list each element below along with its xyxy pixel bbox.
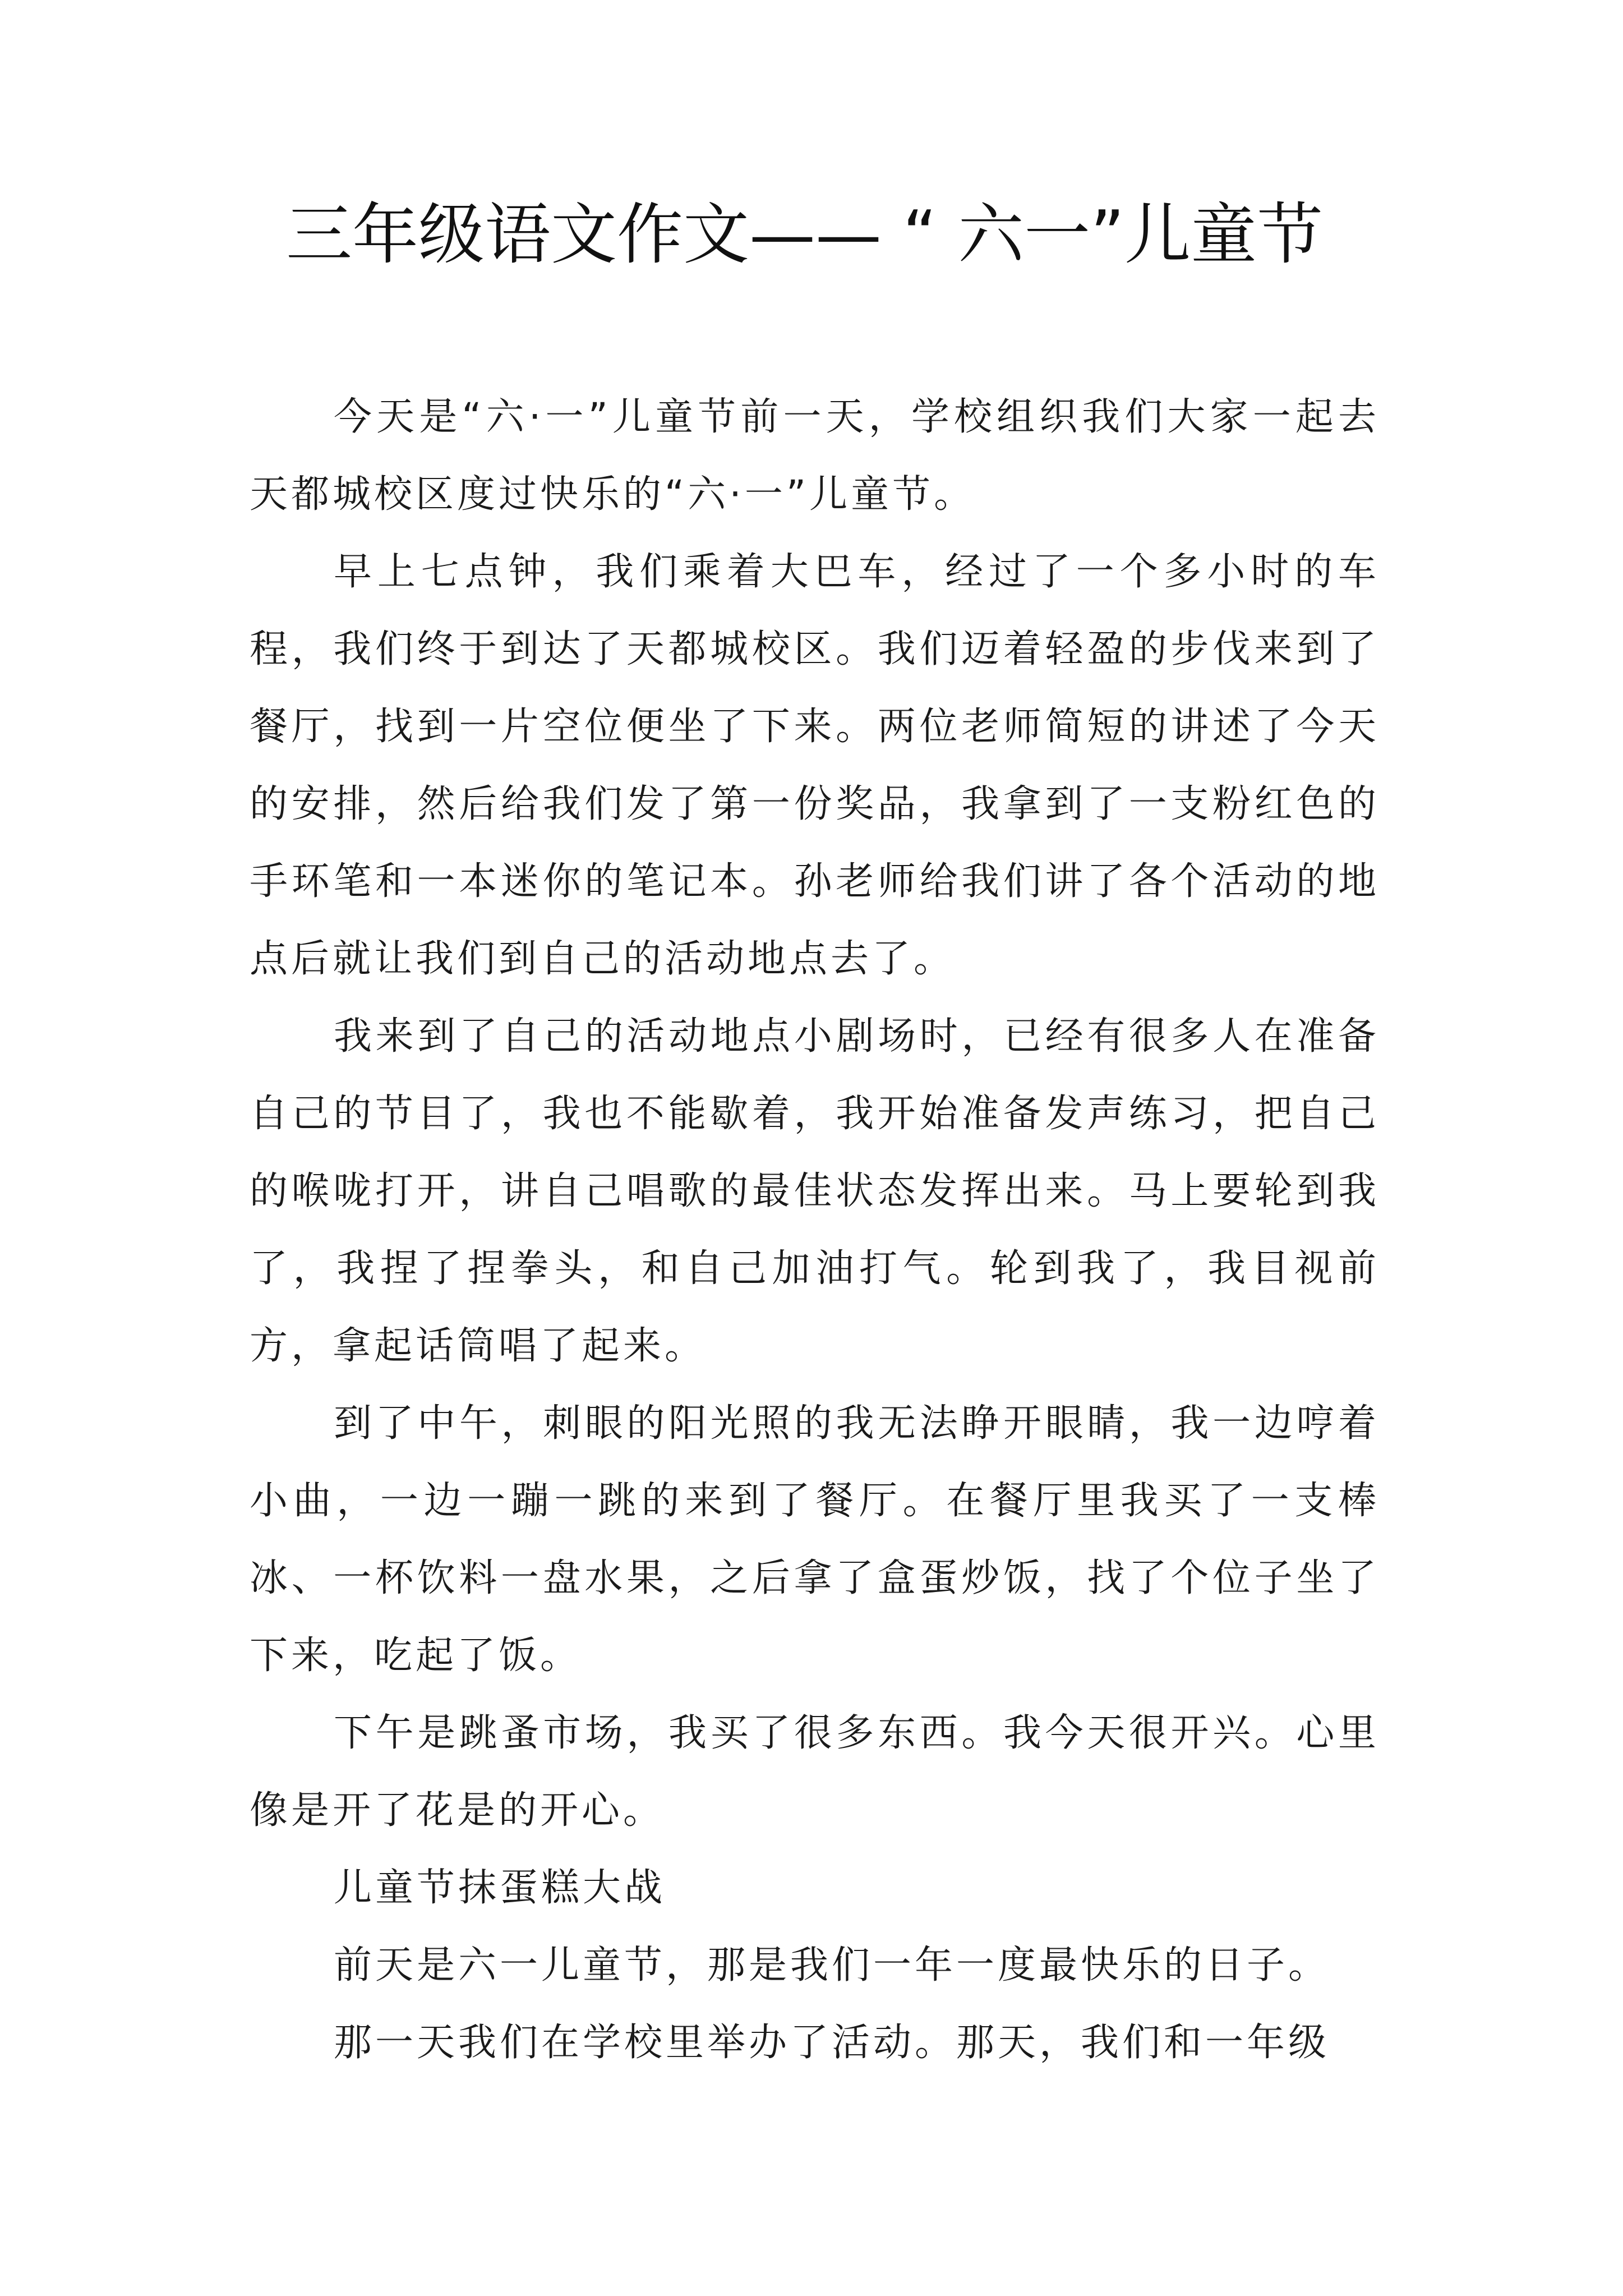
document-title: 三年级语文作文—— “ 六一”儿童节: [286, 196, 1324, 273]
paragraph: 我来到了自己的活动地点小剧场时，已经有很多人在准备自己的节目了，我也不能歇着，我开始准备发声练习，把自己的喉咙打开，讲自己唱歌的最佳状态发挥出来。马上要轮到我了，我捏了捏拳头，和自己加油打气。轮到我了，我目视前方，拿起话筒唱了起来。: [250, 1014, 1380, 1368]
paragraph: 那一天我们在学校里举办了活动。那天，我们和一年级: [334, 2021, 1330, 2065]
paragraph: 到了中午，刺眼的阳光照的我无法睁开眼睛，我一边哼着小曲，一边一蹦一跳的来到了餐厅。在餐厅里我买了一支棒冰、一杯饮料一盘水果，之后拿了盒蛋炒饭，找了个位子坐了下来，吃起了饭。: [250, 1401, 1380, 1678]
paragraph: 前天是六一儿童节，那是我们一年一度最快乐的日子。: [334, 1943, 1330, 1987]
document-body: [250, 379, 1380, 2082]
paragraph: 早上七点钟，我们乘着大巴车，经过了一个多小时的车程，我们终于到达了天都城校区。我们迈着轻盈的步伐来到了餐厅，找到一片空位便坐了下来。两位老师简短的讲述了今天的安排，然后给我们发了第一份奖品，我拿到了一支粉红色的手环笔和一本迷你的笔记本。孙老师给我们讲了各个活动的地点后就让我们到自己的活动地点去了。: [250, 550, 1380, 981]
section-heading: 儿童节抹蛋糕大战: [334, 1866, 666, 1910]
paragraph: 今天是“六·一”儿童节前一天，学校组织我们大家一起去天都城校区度过快乐的“六·一”儿童节。: [250, 395, 1380, 517]
paragraph: 下午是跳蚤市场，我买了很多东西。我今天很开兴。心里像是开了花是的开心。: [250, 1711, 1380, 1833]
